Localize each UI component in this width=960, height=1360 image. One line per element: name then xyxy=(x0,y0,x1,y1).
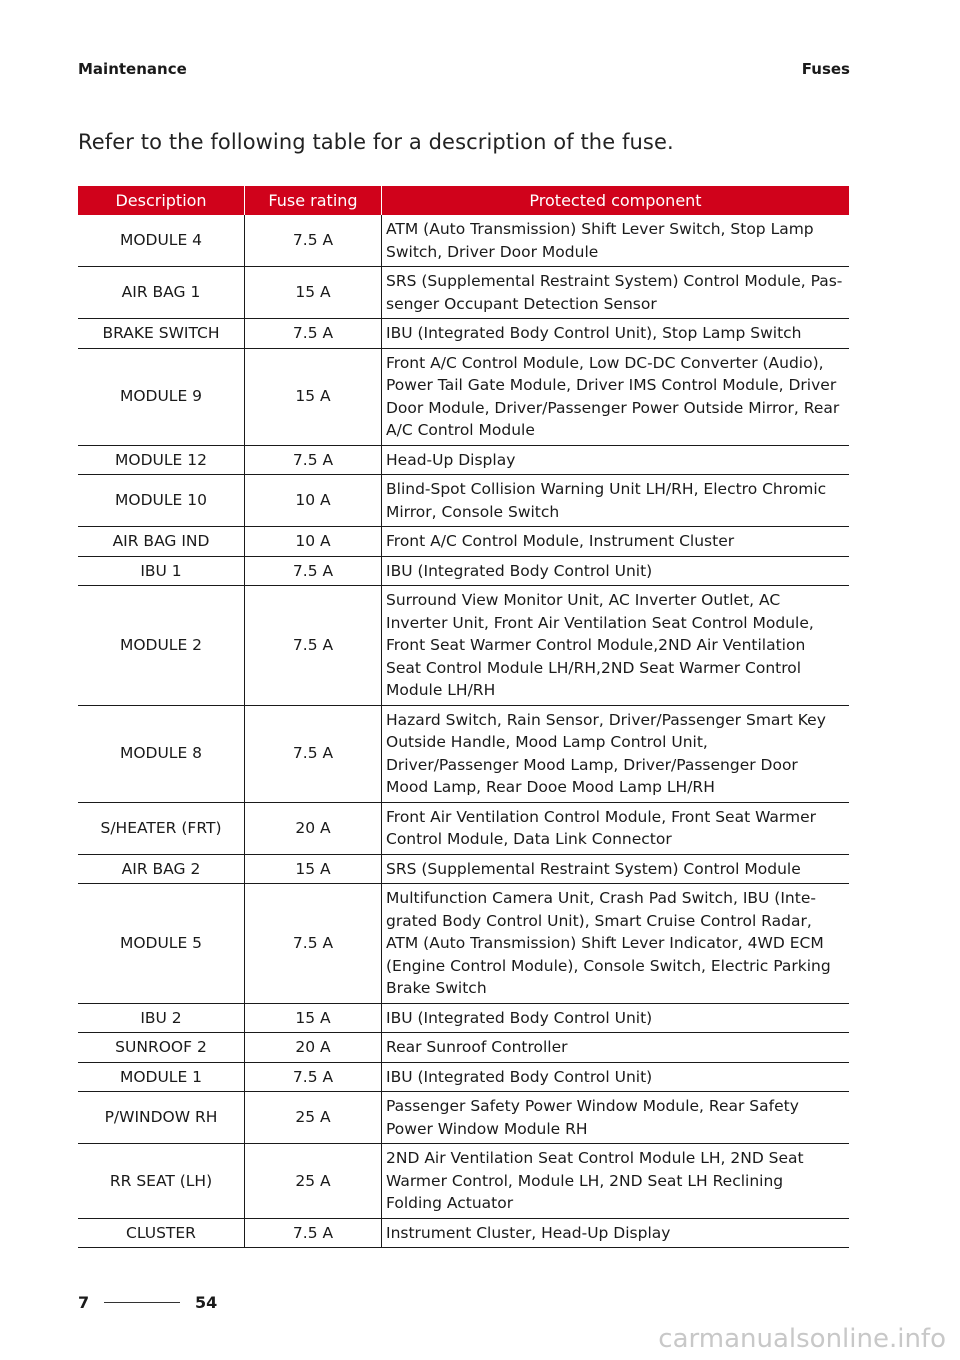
protected-component-cell: Front A/C Control Module, Low DC-DC Converter (Audio), Power Tail Gate Module, Driver IMS Control Module, Driver Door Module, Driver/Passenger Power Outside Mirror, Rear A/C Control Module xyxy=(382,348,850,445)
fuse-rating-cell: 7.5 A xyxy=(245,319,382,349)
fuse-description-cell: IBU 1 xyxy=(78,556,245,586)
table-row xyxy=(78,1003,849,1033)
protected-component-cell: Multifunction Camera Unit, Crash Pad Switch, IBU (Inte-grated Body Control Unit), Smart Cruise Control Radar, ATM (Auto Transmission) Shift Lever Indicator, 4WD ECM (Engine Control Module), Console Switch, Electric Parking Brake Switch xyxy=(382,884,850,1004)
fuse-description-cell: SUNROOF 2 xyxy=(78,1033,245,1063)
fuse-description-cell: MODULE 12 xyxy=(78,445,245,475)
fuse-rating-cell: 20 A xyxy=(245,1033,382,1063)
fuse-rating-cell: 7.5 A xyxy=(245,1062,382,1092)
protected-component-cell: Hazard Switch, Rain Sensor, Driver/Passenger Smart Key Outside Handle, Mood Lamp Control Unit, Driver/Passenger Mood Lamp, Driver/Passenger Door Mood Lamp, Rear Dooe Mood Lamp LH/RH xyxy=(382,705,850,802)
table-row xyxy=(78,445,849,475)
fuse-description-cell: MODULE 1 xyxy=(78,1062,245,1092)
fuse-rating-cell: 20 A xyxy=(245,802,382,854)
fuse-description-cell: AIR BAG IND xyxy=(78,527,245,557)
fuse-description-cell: MODULE 10 xyxy=(78,475,245,527)
fuse-description-cell: MODULE 4 xyxy=(78,215,245,267)
chapter-number: 7 xyxy=(78,1293,90,1312)
table-row xyxy=(78,475,849,527)
column-header-fuse-rating: Fuse rating xyxy=(245,186,382,215)
protected-component-cell: 2ND Air Ventilation Seat Control Module LH, 2ND Seat Warmer Control, Module LH, 2ND Seat LH Reclining Folding Actuator xyxy=(382,1144,850,1219)
watermark: carmanualsonline.info xyxy=(658,1324,946,1354)
protected-component-cell: IBU (Integrated Body Control Unit) xyxy=(382,1062,850,1092)
table-row xyxy=(78,348,849,445)
fuse-rating-cell: 7.5 A xyxy=(245,586,382,706)
fuse-rating-cell: 25 A xyxy=(245,1092,382,1144)
table-row xyxy=(78,556,849,586)
topic-header: Fuses xyxy=(801,60,850,78)
protected-component-cell: Front Air Ventilation Control Module, Front Seat Warmer Control Module, Data Link Connector xyxy=(382,802,850,854)
intro-text: Refer to the following table for a description of the fuse. xyxy=(78,130,674,154)
protected-component-cell: IBU (Integrated Body Control Unit), Stop Lamp Switch xyxy=(382,319,850,349)
fuse-description-cell: MODULE 2 xyxy=(78,586,245,706)
table-row xyxy=(78,705,849,802)
column-header-protected-component: Protected component xyxy=(382,186,850,215)
table-header-row xyxy=(78,186,849,215)
fuse-rating-cell: 7.5 A xyxy=(245,556,382,586)
protected-component-cell: SRS (Supplemental Restraint System) Control Module, Pas-senger Occupant Detection Sensor xyxy=(382,267,850,319)
table-row xyxy=(78,586,849,706)
fuse-table xyxy=(78,186,849,1248)
fuse-rating-cell: 7.5 A xyxy=(245,884,382,1004)
fuse-description-cell: AIR BAG 2 xyxy=(78,854,245,884)
fuse-description-cell: IBU 2 xyxy=(78,1003,245,1033)
fuse-rating-cell: 7.5 A xyxy=(245,445,382,475)
fuse-description-cell: MODULE 8 xyxy=(78,705,245,802)
protected-component-cell: Blind-Spot Collision Warning Unit LH/RH, Electro Chromic Mirror, Console Switch xyxy=(382,475,850,527)
fuse-rating-cell: 15 A xyxy=(245,854,382,884)
table-row xyxy=(78,884,849,1004)
fuse-description-cell: BRAKE SWITCH xyxy=(78,319,245,349)
table-row xyxy=(78,1033,849,1063)
table-row xyxy=(78,1092,849,1144)
protected-component-cell: SRS (Supplemental Restraint System) Control Module xyxy=(382,854,850,884)
fuse-description-cell: MODULE 5 xyxy=(78,884,245,1004)
fuse-rating-cell: 15 A xyxy=(245,348,382,445)
fuse-rating-cell: 15 A xyxy=(245,1003,382,1033)
fuse-description-cell: CLUSTER xyxy=(78,1218,245,1248)
table-row xyxy=(78,319,849,349)
protected-component-cell: Rear Sunroof Controller xyxy=(382,1033,850,1063)
footer-divider xyxy=(104,1302,180,1303)
table-row xyxy=(78,215,849,267)
protected-component-cell: Front A/C Control Module, Instrument Cluster xyxy=(382,527,850,557)
fuse-description-cell: AIR BAG 1 xyxy=(78,267,245,319)
fuse-description-cell: P/WINDOW RH xyxy=(78,1092,245,1144)
fuse-rating-cell: 25 A xyxy=(245,1144,382,1219)
table-row xyxy=(78,1218,849,1248)
fuse-rating-cell: 15 A xyxy=(245,267,382,319)
protected-component-cell: ATM (Auto Transmission) Shift Lever Switch, Stop Lamp Switch, Driver Door Module xyxy=(382,215,850,267)
section-header: Maintenance xyxy=(78,60,187,78)
protected-component-cell: Head-Up Display xyxy=(382,445,850,475)
fuse-description-cell: MODULE 9 xyxy=(78,348,245,445)
table-row xyxy=(78,854,849,884)
protected-component-cell: Instrument Cluster, Head-Up Display xyxy=(382,1218,850,1248)
fuse-description-cell: RR SEAT (LH) xyxy=(78,1144,245,1219)
fuse-rating-cell: 7.5 A xyxy=(245,215,382,267)
fuse-rating-cell: 10 A xyxy=(245,527,382,557)
protected-component-cell: Surround View Monitor Unit, AC Inverter Outlet, AC Inverter Unit, Front Air Ventilation Seat Control Module, Front Seat Warmer Control Module,2ND Air Ventilation Seat Control Module LH/RH,2ND Seat Warmer Control Module LH/RH xyxy=(382,586,850,706)
fuse-rating-cell: 10 A xyxy=(245,475,382,527)
table-row xyxy=(78,1062,849,1092)
table-row xyxy=(78,1144,849,1219)
protected-component-cell: IBU (Integrated Body Control Unit) xyxy=(382,556,850,586)
table-row xyxy=(78,267,849,319)
page-number: 54 xyxy=(195,1293,218,1312)
protected-component-cell: IBU (Integrated Body Control Unit) xyxy=(382,1003,850,1033)
protected-component-cell: Passenger Safety Power Window Module, Rear Safety Power Window Module RH xyxy=(382,1092,850,1144)
fuse-rating-cell: 7.5 A xyxy=(245,705,382,802)
table-row xyxy=(78,802,849,854)
column-header-description: Description xyxy=(78,186,245,215)
fuse-rating-cell: 7.5 A xyxy=(245,1218,382,1248)
fuse-description-cell: S/HEATER (FRT) xyxy=(78,802,245,854)
table-row xyxy=(78,527,849,557)
fuse-table-body xyxy=(78,215,849,1248)
